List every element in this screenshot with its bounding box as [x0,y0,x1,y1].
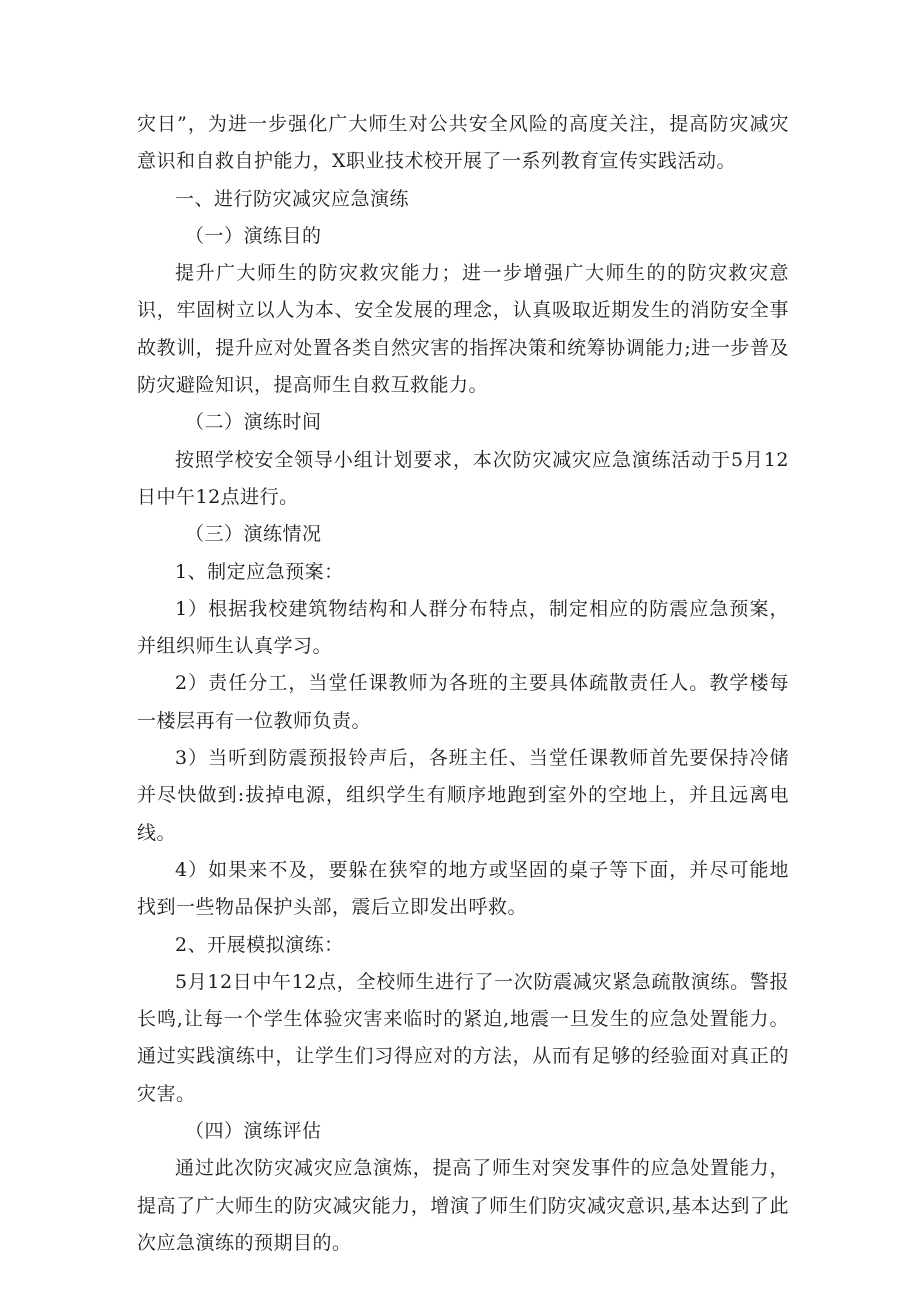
list-item-plan-3: 3）当听到防震预报铃声后，各班主任、当堂任课教师首先要保持冷储并尽快做到:拔掉电源，组织学生有顺序地跑到室外的空地上，并且远离电线。 [137,747,789,844]
list-item-plan-2: 2）责任分工，当堂任课教师为各班的主要具体疏散责任人。教学楼每一楼层再有一位教师负责。 [137,672,789,732]
document-body [137,106,789,1262]
subheading-situation: （三）演练情况 [185,523,322,546]
list-item-plan-4: 4）如果来不及，要躲在狭窄的地方或坚固的桌子等下面，并尽可能地找到一些物品保护头部，震后立即发出呼救。 [137,858,789,919]
list-item-plan-1: 1）根据我校建筑物结构和人群分布特点，制定相应的防震应急预案，并组织师生认真学习。 [137,597,789,658]
subheading-purpose: （一）演练目的 [185,224,322,247]
paragraph-intro: 灾日”，为进一步强化广大师生对公共安全风险的高度关注，提高防灾减灾意识和自救自护能力，X职业技术校开展了一系列教育宣传实践活动。 [137,113,789,173]
paragraph-purpose: 提升广大师生的防灾救灾能力；进一步增强广大师生的的防灾救灾意识，牢固树立以人为本、安全发展的理念，认真吸取近期发生的消防安全事故教训，提升应对处置各类自然灾害的指挥决策和统筹协调能力;进一步普及防灾避险知识，提高师生自救互救能力。 [137,262,789,397]
paragraph-simulation: 5月12日中午12点，全校师生进行了一次防震减灾紧急疏散演练。警报长鸣,让每一个学生体验灾害来临时的紧迫,地震一旦发生的应急处置能力。通过实践演练中，让学生们习得应对的方法，从而有足够的经验面对真正的灾害。 [137,970,789,1105]
subheading-time: （二）演练时间 [185,411,322,434]
section-heading-drill: 一、进行防灾减灾应急演练 [175,187,410,210]
list-heading-simulation: 2、开展模拟演练： [175,933,344,956]
list-heading-plan: 1、制定应急预案： [175,560,344,583]
paragraph-time: 按照学校安全领导小组计划要求，本次防灾减灾应急演练活动于5月12日中午12点进行。 [137,448,789,508]
subheading-evaluation: （四）演练评估 [185,1120,322,1143]
paragraph-evaluation: 通过此次防灾减灾应急演炼，提高了师生对突发事件的应急处置能力，提高了广大师生的防灾减灾能力，增演了师生们防灾减灾意识,基本达到了此次应急演练的预期目的。 [137,1157,789,1254]
